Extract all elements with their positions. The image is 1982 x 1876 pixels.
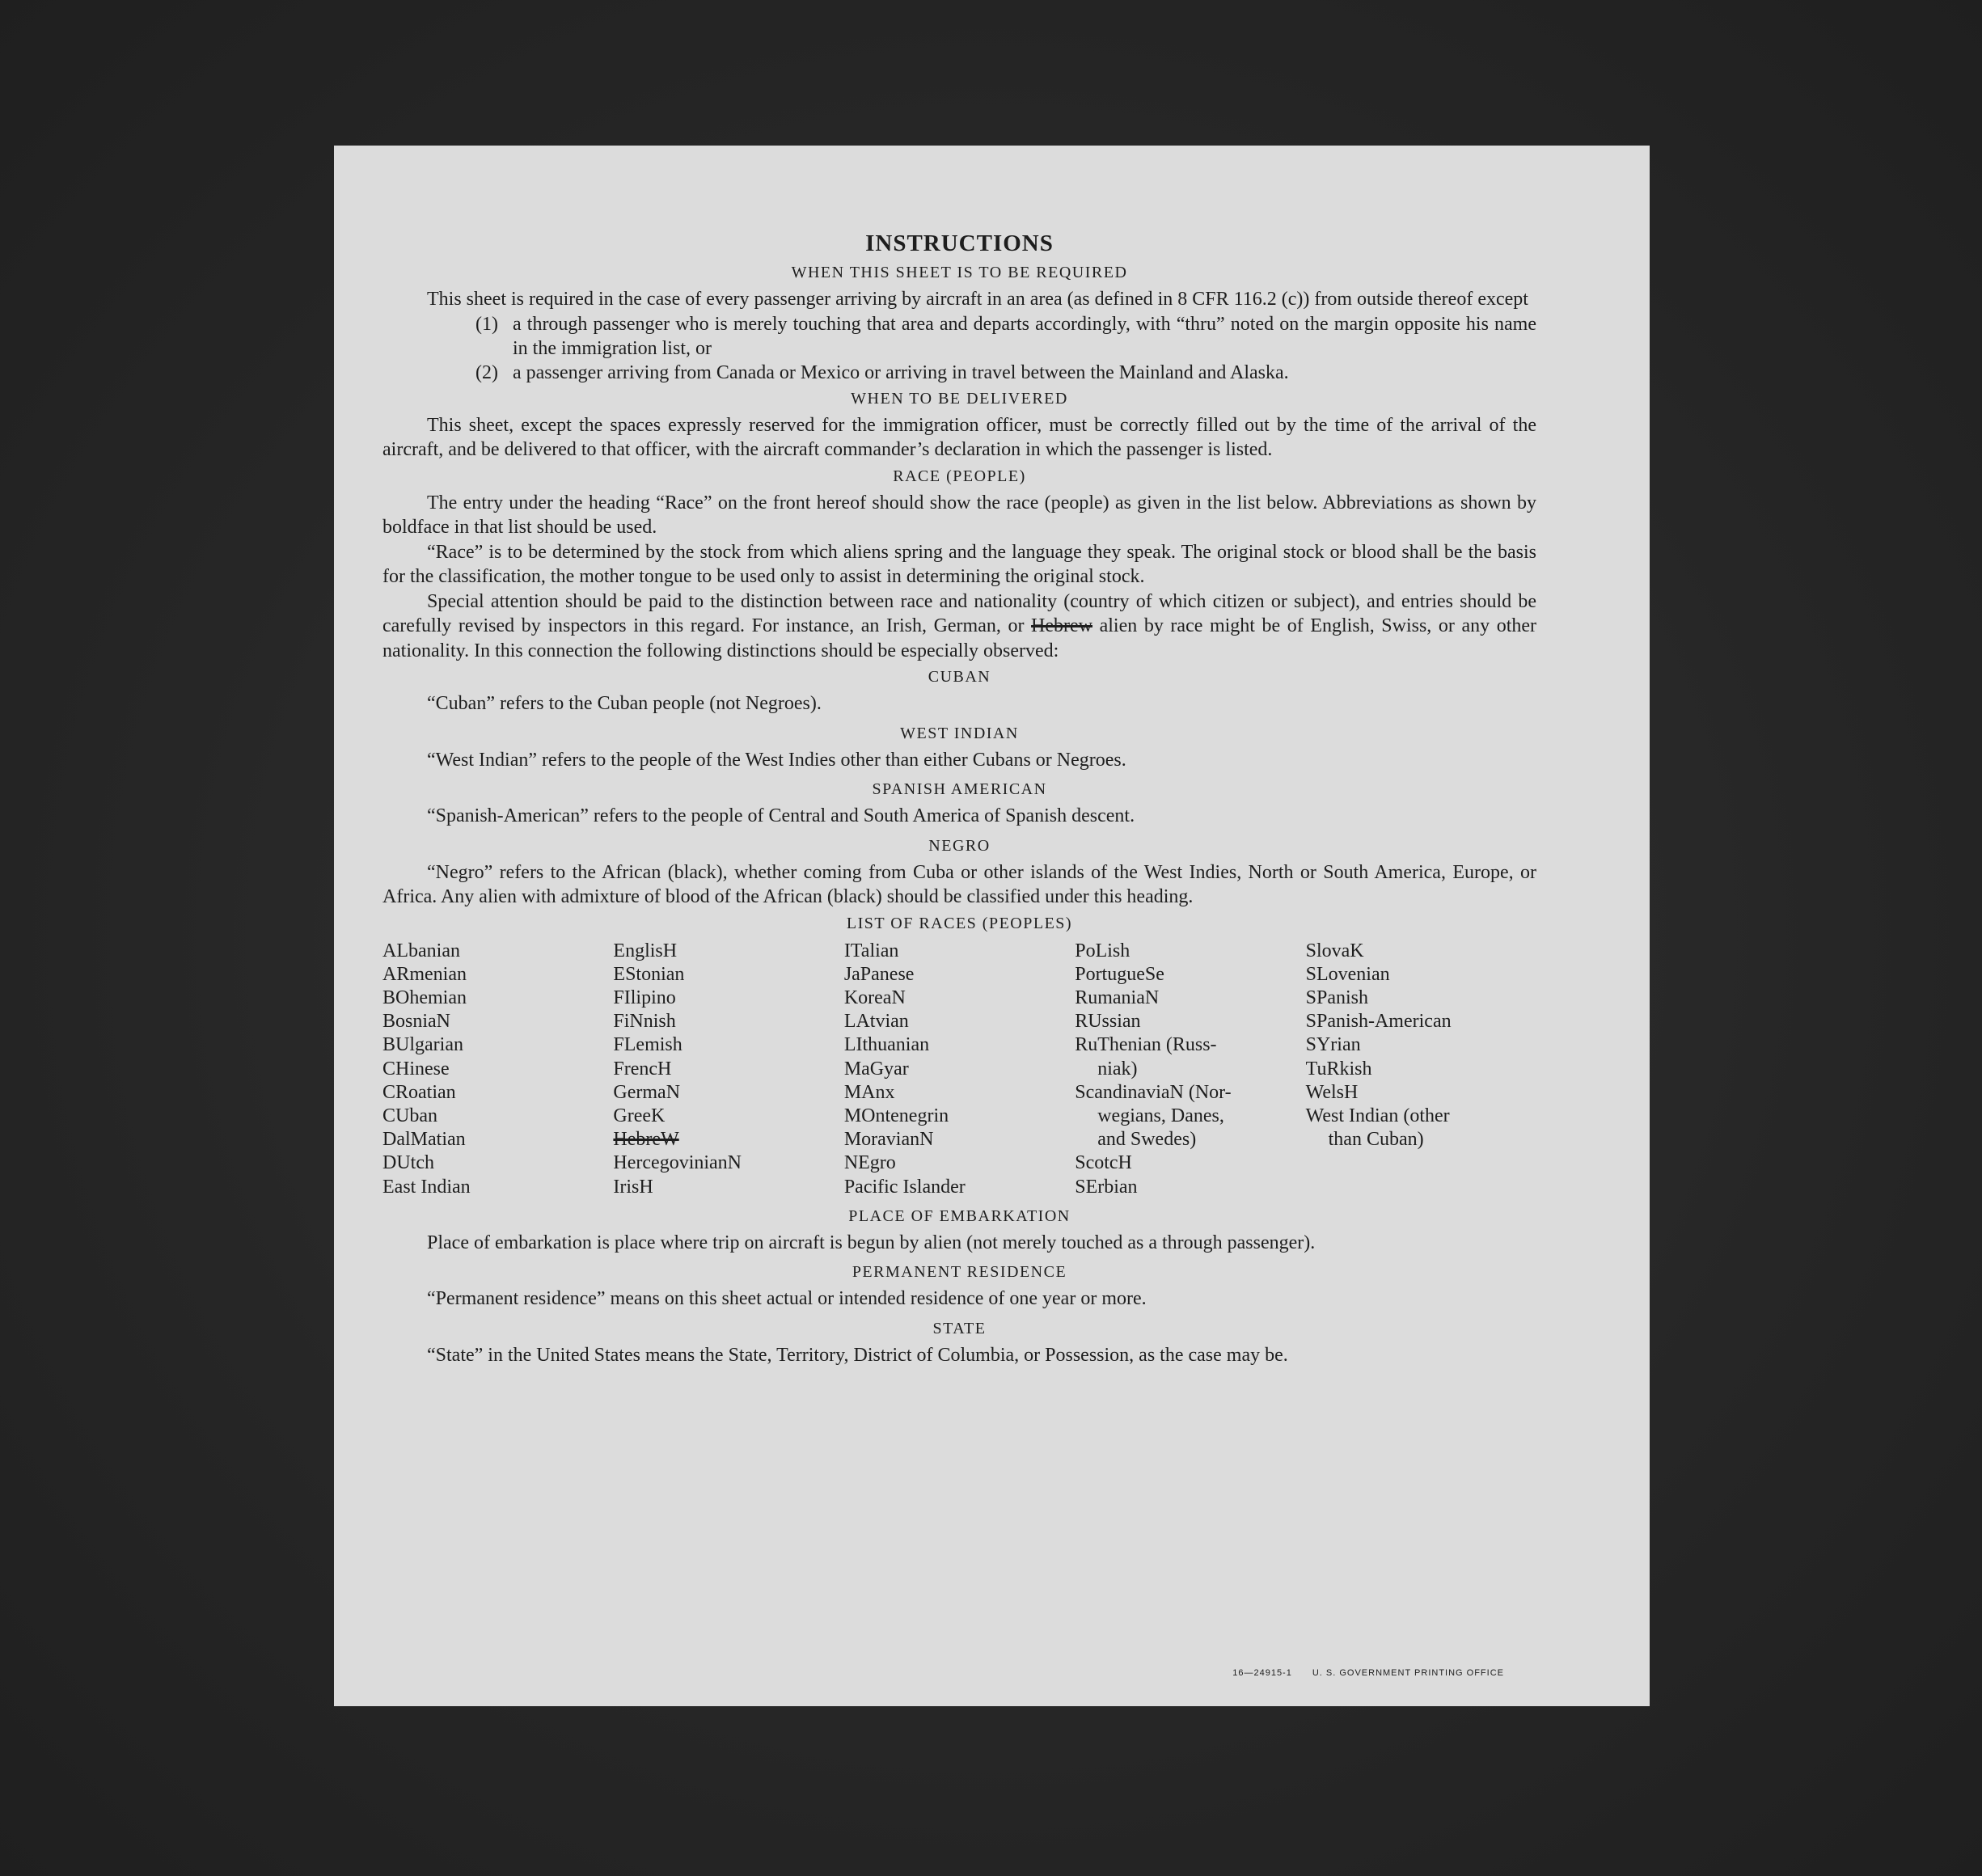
exception-number: (2) [475,361,498,383]
residence-text: “Permanent residence” means on this sheet actual or intended residence of one year or more. [427,1288,1147,1310]
heading-embarkation: PLACE OF EMBARKATION [848,1206,1071,1225]
race-entry-continued: niak) [1097,1058,1138,1080]
spanish-american-text: “Spanish-American” refers to the people of Central and South America of Spanish descent. [427,805,1135,826]
document-sheet [334,146,1650,1706]
west-indian-text: “West Indian” refers to the people of the West Indies other than either Cubans or Negroes. [427,749,1126,771]
race-entry: LIthuanian [843,1034,930,1056]
race-entry: RumaniaN [1075,987,1160,1008]
race-entry: SPanish-American [1305,1011,1452,1033]
race-entry-continued: than Cuban) [1328,1129,1424,1151]
race-entry: SPanish [1305,987,1368,1008]
heading-when-delivered: WHEN TO BE DELIVERED [851,389,1068,408]
heading-spanish-american: SPANISH AMERICAN [872,780,1047,798]
struck-word: Hebrew [1031,615,1093,636]
race-entry: SErbian [1075,1176,1138,1198]
heading-west-indian: WEST INDIAN [900,724,1019,742]
race-entry: BOhemian [382,987,467,1008]
races-column-4 [1075,940,1305,1199]
negro-text: “Negro” refers to the African (black), whether coming from Cuba or other islands of the West Indies, North or South America, Europe, or Africa. Any alien with admixture of blood of the African (black) should be classified under this heading. [382,861,1536,907]
state-text: “State” in the United States means the State, Territory, District of Columbia, or Possession, as the case may be. [427,1344,1288,1366]
exception-item-2 [382,361,1536,385]
page-title: INSTRUCTIONS [865,230,1054,256]
race-entry: ScotcH [1075,1152,1132,1174]
exception-text: a passenger arriving from Canada or Mexico or arriving in travel between the Mainland and Alaska. [513,361,1289,383]
race-entry: BosniaN [382,1011,450,1033]
race-entry: ARmenian [382,963,467,985]
document-content [382,230,1536,1367]
race-paragraph-3 [382,589,1536,664]
heading-race: RACE (PEOPLE) [893,467,1026,485]
heading-cuban: CUBAN [928,668,991,686]
race-entry: GermaN [613,1081,681,1103]
race-entry: Pacific Islander [843,1176,966,1198]
race-entry: West Indian (other [1305,1105,1450,1126]
heading-permanent-residence: PERMANENT RESIDENCE [852,1263,1067,1282]
race-entry: WelsH [1305,1081,1359,1103]
cuban-text: “Cuban” refers to the Cuban people (not Negroes). [427,693,822,714]
race-entry: SLovenian [1305,963,1390,985]
race-paragraph-3-end: alien by race might be of English, Swiss, or any other nationality. In this connection the following distinctions should be especially observed: [382,615,1537,661]
race-entry: FIlipino [613,987,676,1008]
race-entry: PoLish [1075,940,1130,961]
race-entry: LAtvian [843,1011,909,1033]
exception-text: a through passenger who is merely touching that area and departs accordingly, with “thru” noted on the margin opposite his name in the immigration list, or [513,313,1536,359]
race-entry: TuRkish [1305,1058,1372,1080]
race-paragraph-1: The entry under the heading “Race” on the front hereof should show the race (people) as given in the list below. Abbreviations as shown by boldface in that list should be used. [382,492,1536,538]
race-entry: RUssian [1075,1011,1141,1033]
race-entry: MOntenegrin [843,1105,949,1126]
race-entry: EnglisH [613,940,678,961]
race-entry: FLemish [613,1034,683,1056]
heading-list-of-races: LIST OF RACES (PEOPLES) [846,914,1073,932]
when-required-intro: This sheet is required in the case of every passenger arriving by aircraft in an area (as defined in 8 CFR 116.2 (c)) from outside thereof except [427,289,1528,310]
race-entry: MoravianN [843,1129,934,1151]
race-entry: ITalian [843,940,899,961]
races-column-3 [844,940,1075,1199]
when-delivered-text: This sheet, except the spaces expressly reserved for the immigration officer, must be correctly filled out by the time of the arrival of the aircraft, and be delivered to that officer, with the aircraft commander’s declaration in which the passenger is listed. [382,414,1536,460]
race-entry: FrencH [613,1058,672,1080]
race-entry: JaPanese [843,963,915,985]
races-column-2 [613,940,843,1199]
race-entry: ALbanian [382,940,460,961]
race-entry: NEgro [843,1152,896,1174]
races-column-5 [1306,940,1536,1199]
form-number: 16—24915-1 [1232,1668,1292,1678]
exception-item-1 [382,312,1536,361]
race-entry: MAnx [843,1081,895,1103]
printer-footer [1212,1668,1504,1678]
race-entry-continued: wegians, Danes, [1097,1105,1224,1126]
heading-negro: NEGRO [928,836,991,855]
race-entry: SlovaK [1305,940,1364,961]
race-entry: GreeK [613,1105,666,1126]
race-entry: KoreaN [843,987,906,1008]
races-column-1 [382,940,613,1199]
heading-when-required: WHEN THIS SHEET IS TO BE REQUIRED [791,264,1128,281]
race-entry: MaGyar [843,1058,909,1080]
race-entry: EStonian [613,963,685,985]
heading-state: STATE [932,1319,987,1337]
race-entry-struck: HebreW [613,1129,679,1151]
exception-number: (1) [475,313,498,335]
embarkation-text: Place of embarkation is place where trip on aircraft is begun by alien (not merely touched as a through passenger). [427,1232,1316,1253]
race-entry: PortugueSe [1075,963,1164,985]
race-entry: DalMatian [382,1129,466,1151]
races-table [382,940,1536,1199]
race-entry: ScandinaviaN (Nor- [1075,1081,1232,1103]
race-paragraph-2: “Race” is to be determined by the stock from which aliens spring and the language they speak. The original stock or blood shall be the basis for the classification, the mother tongue to be used only to assist in determining the original stock. [382,541,1536,587]
race-entry: SYrian [1305,1034,1361,1056]
printer-name: U. S. GOVERNMENT PRINTING OFFICE [1312,1668,1504,1678]
race-paragraph-3-start: Special attention should be paid to the distinction between race and nationality (country of which citizen or subject), and entries should be carefully revised by inspectors in this regard. For instance, an Irish, German, or [382,590,1536,636]
race-entry: DUtch [382,1152,434,1174]
race-entry: FiNnish [613,1011,676,1033]
race-entry: BUlgarian [382,1034,463,1056]
race-entry: CUban [382,1105,437,1126]
race-entry: CRoatian [382,1081,456,1103]
race-entry: East Indian [382,1176,471,1198]
race-entry: CHinese [382,1058,450,1080]
race-entry: IrisH [613,1176,653,1198]
race-entry-continued: and Swedes) [1097,1129,1197,1151]
race-entry: HercegovinianN [613,1152,742,1174]
race-entry: RuThenian (Russ- [1075,1034,1217,1056]
